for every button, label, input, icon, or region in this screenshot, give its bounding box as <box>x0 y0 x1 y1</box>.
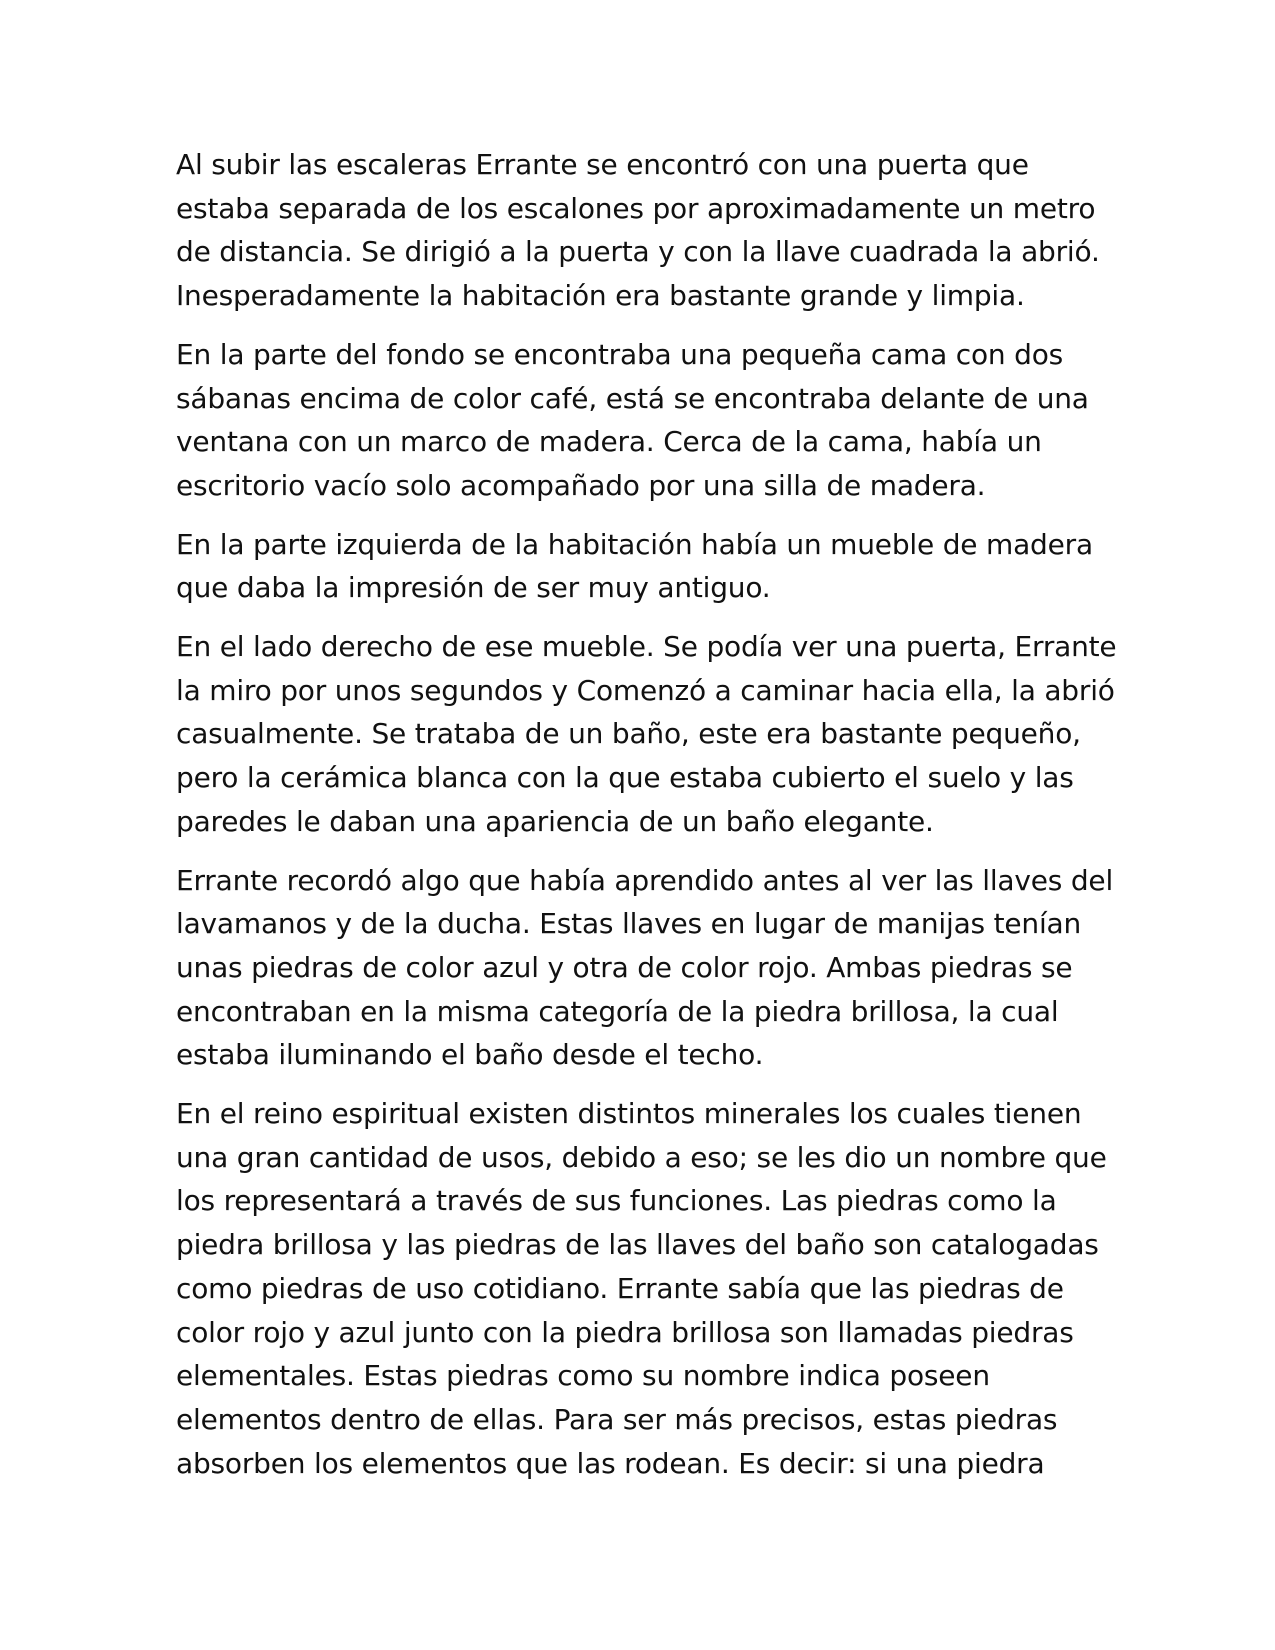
text-line: En la parte del fondo se encontraba una pequeña cama con dos <box>176 337 1064 371</box>
text-line: una gran cantidad de usos, debido a eso; se les dio un nombre que <box>176 1140 1107 1174</box>
text-line: elementos dentro de ellas. Para ser más precisos, estas piedras <box>176 1402 1058 1436</box>
paragraph-3 <box>176 523 1096 610</box>
text-line: En la parte izquierda de la habitación había un mueble de madera <box>176 527 1093 561</box>
text-line: los representará a través de sus funciones. Las piedras como la <box>176 1184 1057 1218</box>
text-line: paredes le daban una apariencia de un baño elegante. <box>176 804 934 838</box>
paragraph-4 <box>176 625 1117 844</box>
text-line: pero la cerámica blanca con la que estaba cubierto el suelo y las <box>176 761 1074 795</box>
text-line: unas piedras de color azul y otra de color rojo. Ambas piedras se <box>176 950 1073 984</box>
text-line: absorben los elementos que las rodean. Es decir: si una piedra <box>176 1446 1045 1480</box>
text-line: estaba separada de los escalones por aproximadamente un metro <box>176 191 1096 225</box>
text-line: piedra brillosa y las piedras de las llaves del baño son catalogadas <box>176 1228 1099 1262</box>
text-line: escritorio vacío solo acompañado por una silla de madera. <box>176 468 986 502</box>
text-line: En el reino espiritual existen distintos minerales los cuales tienen <box>176 1097 1082 1131</box>
text-line: ventana con un marco de madera. Cerca de la cama, había un <box>176 425 1042 459</box>
text-line: como piedras de uso cotidiano. Errante sabía que las piedras de <box>176 1271 1064 1305</box>
text-line: En el lado derecho de ese mueble. Se podía ver una puerta, Errante <box>176 630 1117 664</box>
document-body <box>176 143 1117 1500</box>
text-line: Errante recordó algo que había aprendido antes al ver las llaves del <box>176 863 1114 897</box>
text-line: estaba iluminando el baño desde el techo. <box>176 1038 764 1072</box>
text-line: elementales. Estas piedras como su nombre indica poseen <box>176 1359 990 1393</box>
paragraph-5 <box>176 859 1114 1078</box>
text-line: encontraban en la misma categoría de la piedra brillosa, la cual <box>176 994 1059 1028</box>
text-line: Inesperadamente la habitación era bastante grande y limpia. <box>176 279 1025 313</box>
text-line: Al subir las escaleras Errante se encontró con una puerta que <box>176 148 1029 181</box>
text-line: casualmente. Se trataba de un baño, este era bastante pequeño, <box>176 717 1081 751</box>
text-line: color rojo y azul junto con la piedra brillosa son llamadas piedras <box>176 1315 1074 1349</box>
text-line: la miro por unos segundos y Comenzó a caminar hacia ella, la abrió <box>176 673 1115 707</box>
text-line: que daba la impresión de ser muy antiguo. <box>176 571 771 605</box>
text-line: de distancia. Se dirigió a la puerta y con la llave cuadrada la abrió. <box>176 235 1100 269</box>
paragraph-2 <box>176 333 1096 508</box>
text-line: lavamanos y de la ducha. Estas llaves en lugar de manijas tenían <box>176 907 1082 941</box>
text-line: sábanas encima de color café, está se encontraba delante de una <box>176 381 1089 415</box>
paragraph-6 <box>176 1092 1107 1485</box>
paragraph-1 <box>176 143 1100 318</box>
